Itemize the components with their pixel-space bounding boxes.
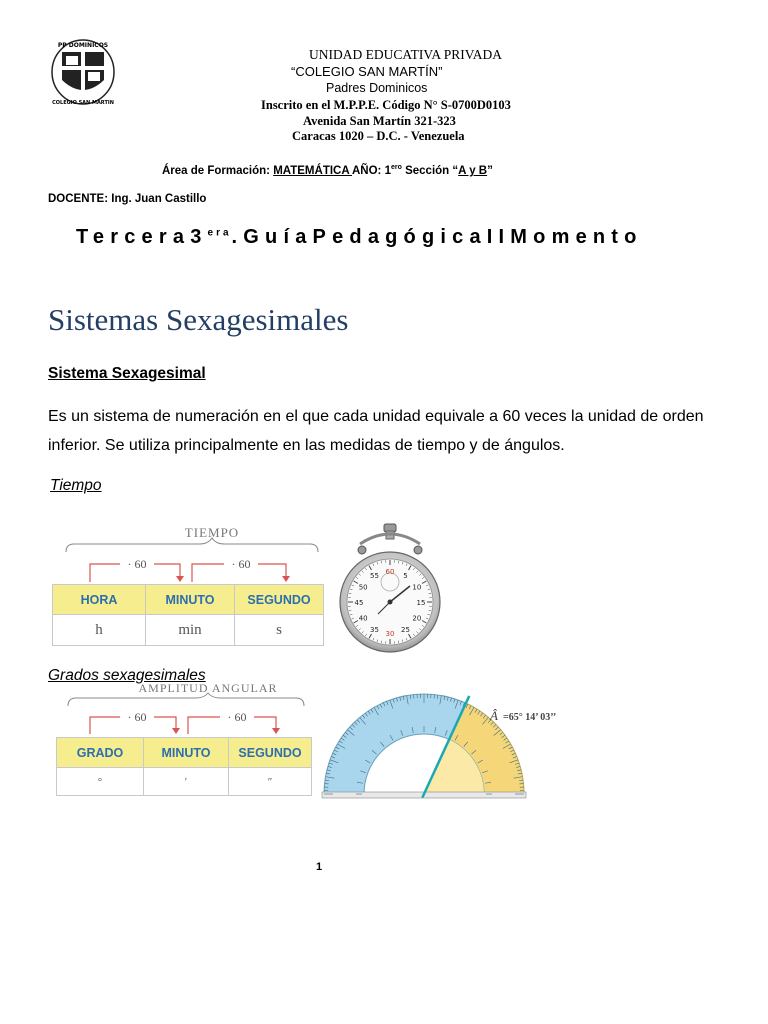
- angle-header-segundo: SEGUNDO: [229, 738, 312, 768]
- school-logo: [50, 38, 116, 106]
- logo-top-text: PP DOMINICOS: [57, 42, 109, 49]
- stopwatch-number: 40: [358, 614, 368, 623]
- guide-part2: .GuíaPedagógicaIIMomento: [231, 226, 643, 248]
- angle-header-minuto: MINUTO: [144, 738, 229, 768]
- section-subtitle: Sistema Sexagesimal: [48, 365, 206, 382]
- time-factor-1: · 60: [127, 557, 147, 571]
- stopwatch-number: 50: [358, 583, 368, 592]
- angle-header-grado: GRADO: [57, 738, 144, 768]
- angle-units-table: [56, 737, 312, 796]
- time-table-caption: TIEMPO: [184, 525, 240, 540]
- section-label-tiempo: Tiempo: [50, 477, 102, 494]
- stopwatch-number: 15: [416, 599, 426, 607]
- angle-factor-1: · 60: [127, 710, 147, 724]
- guide-part1: Tercera3: [76, 226, 208, 248]
- teacher-line: DOCENTE: Ing. Juan Castillo: [48, 193, 207, 205]
- time-header-minuto: MINUTO: [146, 585, 235, 615]
- time-symbol-min: min: [146, 615, 235, 646]
- area-section-close: ”: [487, 164, 493, 177]
- section-label-grados: Grados sexagesimales: [48, 667, 206, 684]
- header-school-name: “COLEGIO SAN MARTÍN”: [291, 64, 443, 79]
- protractor-angle-symbol: Â: [490, 708, 498, 723]
- guide-sup: era: [207, 227, 232, 239]
- stopwatch-number: 45: [354, 599, 364, 607]
- time-symbol-s: s: [235, 615, 324, 646]
- logo-bottom-text: COLEGIO SAN MARTIN: [52, 100, 114, 106]
- time-factor-2: · 60: [231, 557, 251, 571]
- area-line: [162, 164, 493, 177]
- stopwatch-number: 60: [385, 568, 395, 576]
- angle-symbol-degree: °: [57, 768, 144, 796]
- angle-table-caption: AMPLITUD ANGULAR: [138, 681, 278, 695]
- area-year-label: AÑO: 1: [352, 164, 391, 177]
- protractor-image: [320, 690, 592, 802]
- definition-paragraph: Es un sistema de numeración en el que cada unidad equivale a 60 veces la unidad de orden inferior. Se utiliza principalmente en las medidas de tiempo y de ángulos.: [48, 408, 704, 454]
- stopwatch-number: 30: [385, 630, 395, 638]
- stopwatch-image: [338, 522, 442, 654]
- angle-symbol-minute: ′: [144, 768, 229, 796]
- stopwatch-number: 55: [370, 572, 379, 581]
- guide-title: [76, 226, 643, 249]
- page-number: 1: [316, 861, 323, 873]
- angle-symbol-second: ″: [229, 768, 312, 796]
- time-symbol-h: h: [53, 615, 146, 646]
- area-section-value: A y B: [458, 164, 488, 177]
- stopwatch-number: 20: [412, 614, 422, 623]
- header-city: Caracas 1020 – D.C. - Venezuela: [292, 129, 465, 143]
- stopwatch-number: 35: [370, 625, 379, 634]
- header-order: Padres Dominicos: [326, 81, 428, 95]
- area-section-label: Sección “: [401, 164, 459, 177]
- area-year-sup: ero: [390, 164, 402, 171]
- angle-factor-2: · 60: [227, 710, 247, 724]
- time-units-table: [52, 584, 324, 646]
- stopwatch-number: 25: [401, 625, 410, 634]
- time-table-figure: [52, 520, 328, 650]
- header-school-type: UNIDAD EDUCATIVA PRIVADA: [309, 47, 503, 62]
- page-title: Sistemas Sexagesimales: [48, 302, 349, 337]
- time-header-segundo: SEGUNDO: [235, 585, 324, 615]
- header-registration: Inscrito en el M.P.P.E. Código N° S-0700D0103: [261, 98, 511, 112]
- protractor-angle-value: =65° 14’ 03’’: [503, 712, 557, 723]
- angle-table-figure: [56, 676, 316, 798]
- stopwatch-number: 5: [403, 572, 408, 581]
- area-subject: MATEMÁTICA: [273, 164, 352, 177]
- time-header-hora: HORA: [53, 585, 146, 615]
- header-address: Avenida San Martín 321-323: [303, 114, 456, 128]
- stopwatch-number: 10: [412, 583, 422, 592]
- area-prefix: Área de Formación:: [162, 164, 274, 177]
